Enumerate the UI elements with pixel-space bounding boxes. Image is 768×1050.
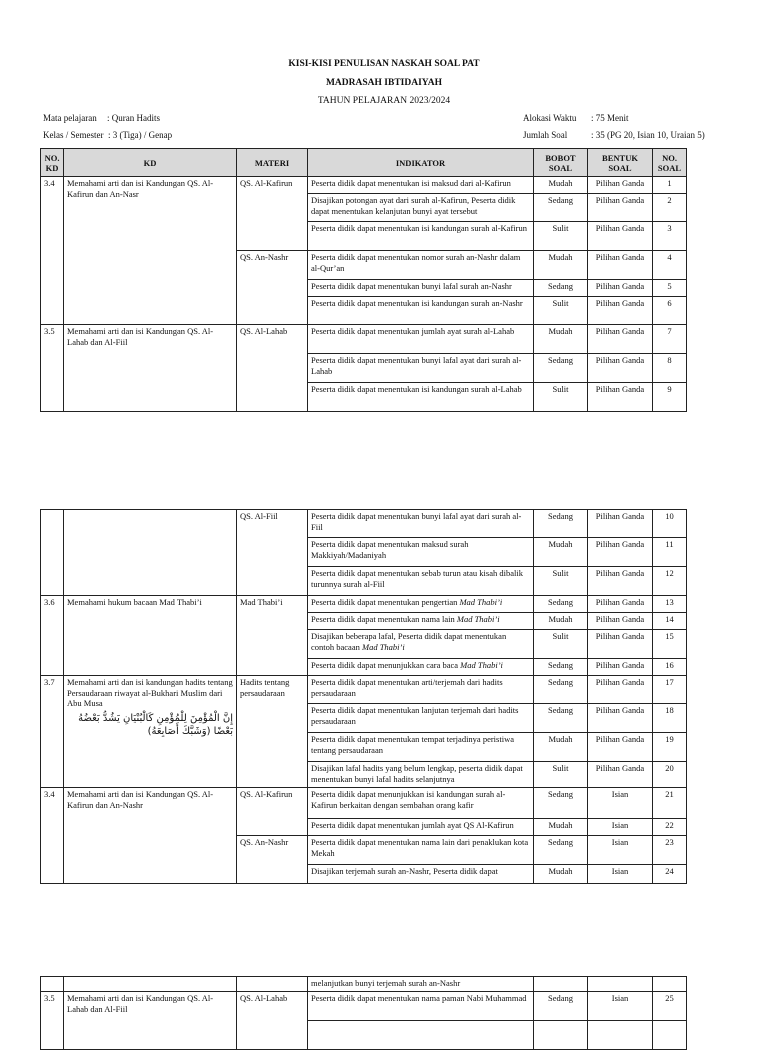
bentuk-cell: Pilihan Ganda: [588, 762, 653, 788]
table-row: [41, 992, 687, 1021]
no-soal-cell: 14: [653, 613, 687, 630]
bentuk-cell: Pilihan Ganda: [588, 613, 653, 630]
bobot-cell: Sulit: [534, 567, 588, 596]
no-soal-cell: 9: [653, 383, 687, 412]
no-soal-cell: 12: [653, 567, 687, 596]
class-value: : 3 (Tiga) / Genap: [108, 130, 173, 140]
no-soal-cell: 11: [653, 538, 687, 567]
bentuk-cell: Pilihan Ganda: [588, 659, 653, 676]
indikator-cell: Disajikan beberapa lafal, Peserta didik dapat menentukan contoh bacaan Mad Thabi’i: [308, 630, 534, 659]
grid-table-page-3: [40, 976, 686, 1050]
bobot-cell: Sedang: [534, 676, 588, 704]
bobot-cell: Mudah: [534, 538, 588, 567]
hadith-arabic-text: إِنَّ الْمُؤْمِنَ لِلْمُؤْمِنِ كَالْبُنْيَانِ يَشُدُّ بَعْضُهُ بَعْضًا (وَشَبَّكَ أَصَابِعَهُ): [78, 712, 233, 737]
school-name: MADRASAH IBTIDAIYAH: [325, 78, 443, 88]
bobot-cell: Sedang: [534, 836, 588, 865]
bentuk-cell: Pilihan Ganda: [588, 194, 653, 222]
indikator-cell: Peserta didik dapat menentukan nama lain Mad Thabi’i: [308, 613, 534, 630]
bobot-cell: Sulit: [534, 383, 588, 412]
col-header-materi: MATERI: [237, 149, 308, 177]
materi-cell: QS. Al-Fiil: [237, 510, 308, 596]
bobot-cell: Sedang: [534, 194, 588, 222]
table-row: [41, 325, 687, 354]
kd-number: 3.4: [41, 788, 64, 884]
indikator-cell: Peserta didik dapat menentukan arti/terjemah dari hadits persaudaraan: [308, 676, 534, 704]
indikator-cell: Disajikan lafal hadits yang belum lengkap, peserta didik dapat menentukan bunyi lafal hadits selanjutnya: [308, 762, 534, 788]
no-soal-cell: 15: [653, 630, 687, 659]
table-row: [41, 977, 687, 992]
no-soal-cell: 13: [653, 596, 687, 613]
table-row: [41, 177, 687, 194]
kd-text: [64, 510, 237, 596]
indikator-cell: Peserta didik dapat menunjukkan isi kandungan surah al-Kafirun berkaitan dengan sembahan orang kafir: [308, 788, 534, 819]
kd-number: 3.4: [41, 177, 64, 325]
indikator-cell: Peserta didik dapat menentukan isi kandungan surah al-Lahab: [308, 383, 534, 412]
indikator-cell: Peserta didik dapat menentukan lanjutan terjemah dari hadits persaudaraan: [308, 704, 534, 733]
no-soal-cell: 21: [653, 788, 687, 819]
no-soal-cell: 19: [653, 733, 687, 762]
materi-cell: QS. Al-Kafirun: [237, 177, 308, 251]
no-soal-cell: 10: [653, 510, 687, 538]
kd-number: 3.5: [41, 325, 64, 412]
table-row: [41, 596, 687, 613]
kd-text: Memahami arti dan isi Kandungan QS. Al-Lahab dan Al-Fiil: [64, 325, 237, 412]
bentuk-cell: Pilihan Ganda: [588, 596, 653, 613]
bentuk-cell: Pilihan Ganda: [588, 354, 653, 383]
time-value: : 75 Menit: [591, 113, 629, 123]
bentuk-cell: Isian: [588, 836, 653, 865]
indikator-cell: Peserta didik dapat menentukan bunyi lafal ayat dari surah al-Lahab: [308, 354, 534, 383]
subject-label: Mata pelajaran: [43, 113, 97, 123]
materi-cell: Hadits tentang persaudaraan: [237, 676, 308, 788]
bentuk-cell: Isian: [588, 819, 653, 836]
kd-text: Memahami arti dan isi kandungan hadits tentang Persaudaraan riwayat al-Bukhari Muslim dari Abu Musa: [67, 677, 233, 708]
kd-number: [41, 977, 64, 992]
no-soal-cell: 22: [653, 819, 687, 836]
indikator-cell: Peserta didik dapat menentukan pengertian Mad Thabi’i: [308, 596, 534, 613]
bentuk-cell: Pilihan Ganda: [588, 704, 653, 733]
indikator-cell: Peserta didik dapat menentukan tempat terjadinya peristiwa tentang persaudaraan: [308, 733, 534, 762]
indikator-cell: Peserta didik dapat menentukan jumlah ayat surah al-Lahab: [308, 325, 534, 354]
bentuk-cell: Pilihan Ganda: [588, 510, 653, 538]
col-header-indikator: INDIKATOR: [308, 149, 534, 177]
kd-text: Memahami arti dan isi Kandungan QS. Al-Kafirun dan An-Nashr: [64, 788, 237, 884]
bobot-cell: Mudah: [534, 865, 588, 884]
bentuk-cell: Pilihan Ganda: [588, 567, 653, 596]
indikator-cell: Peserta didik dapat menentukan nama paman Nabi Muhammad: [308, 992, 534, 1021]
no-soal-cell: 23: [653, 836, 687, 865]
indikator-cell: melanjutkan bunyi terjemah surah an-Nashr: [308, 977, 534, 992]
class-label: Kelas / Semester: [43, 130, 104, 140]
bentuk-cell: [588, 977, 653, 992]
indikator-cell: Peserta didik dapat menentukan sebab turun atau kisah dibalik turunnya surah al-Fiil: [308, 567, 534, 596]
bentuk-cell: Isian: [588, 788, 653, 819]
materi-cell: QS. Al-Kafirun: [237, 788, 308, 836]
bentuk-cell: Pilihan Ganda: [588, 251, 653, 280]
bentuk-cell: Pilihan Ganda: [588, 297, 653, 325]
bobot-cell: Sulit: [534, 297, 588, 325]
no-soal-cell: 3: [653, 222, 687, 251]
materi-cell: QS. Al-Lahab: [237, 992, 308, 1050]
question-count-label: Jumlah Soal: [523, 130, 568, 140]
kd-text: Memahami arti dan isi Kandungan QS. Al-Lahab dan Al-Fiil: [64, 992, 237, 1050]
indikator-cell: Peserta didik dapat menentukan maksud surah Makkiyah/Madaniyah: [308, 538, 534, 567]
bobot-cell: Sulit: [534, 630, 588, 659]
bobot-cell: Sulit: [534, 222, 588, 251]
no-soal-cell: 20: [653, 762, 687, 788]
question-count-value: : 35 (PG 20, Isian 10, Uraian 5): [591, 130, 705, 140]
bobot-cell: Sedang: [534, 992, 588, 1021]
indikator-cell: Peserta didik dapat menunjukkan cara baca Mad Thabi’i: [308, 659, 534, 676]
bentuk-cell: Isian: [588, 865, 653, 884]
academic-year: TAHUN PELAJARAN 2023/2024: [317, 96, 451, 106]
indikator-cell: Peserta didik dapat menentukan nama lain dari penaklukan kota Mekah: [308, 836, 534, 865]
indikator-cell: Disajikan terjemah surah an-Nashr, Peserta didik dapat: [308, 865, 534, 884]
indikator-cell: Peserta didik dapat menentukan isi maksud dari al-Kafirun: [308, 177, 534, 194]
no-soal-cell: 16: [653, 659, 687, 676]
no-soal-cell: 18: [653, 704, 687, 733]
grid-table-page-1: [40, 148, 686, 412]
indikator-cell: Peserta didik dapat menentukan nomor surah an-Nashr dalam al-Qur’an: [308, 251, 534, 280]
table-row: [41, 676, 687, 704]
bobot-cell: Sulit: [534, 762, 588, 788]
kd-text: Memahami hukum bacaan Mad Thabi’i: [64, 596, 237, 676]
bobot-cell: Sedang: [534, 510, 588, 538]
bentuk-cell: Pilihan Ganda: [588, 383, 653, 412]
no-soal-cell: 1: [653, 177, 687, 194]
bentuk-cell: Isian: [588, 992, 653, 1021]
bentuk-cell: Pilihan Ganda: [588, 177, 653, 194]
subject-value: : Quran Hadits: [107, 113, 160, 123]
time-label: Alokasi Waktu: [523, 113, 577, 123]
bentuk-cell: Pilihan Ganda: [588, 676, 653, 704]
table-row: [41, 510, 687, 538]
bentuk-cell: Pilihan Ganda: [588, 733, 653, 762]
no-soal-cell: 7: [653, 325, 687, 354]
col-header-bobot: BOBOT SOAL: [534, 149, 588, 177]
no-soal-cell: 5: [653, 280, 687, 297]
bentuk-cell: Pilihan Ganda: [588, 630, 653, 659]
bentuk-cell: Pilihan Ganda: [588, 222, 653, 251]
bobot-cell: Mudah: [534, 613, 588, 630]
bobot-cell: Mudah: [534, 733, 588, 762]
grid-table-page-2: [40, 509, 686, 884]
col-header-kd: KD: [64, 149, 237, 177]
bobot-cell: Sedang: [534, 354, 588, 383]
bentuk-cell: Pilihan Ganda: [588, 280, 653, 297]
doc-title: KISI-KISI PENULISAN NASKAH SOAL PAT: [288, 59, 480, 69]
no-soal-cell: 25: [653, 992, 687, 1021]
kd-number: 3.7: [41, 676, 64, 788]
bobot-cell: [534, 1021, 588, 1050]
materi-cell: [237, 977, 308, 992]
indikator-cell: Peserta didik dapat menentukan bunyi lafal ayat dari surah al-Fiil: [308, 510, 534, 538]
bobot-cell: Sedang: [534, 704, 588, 733]
bobot-cell: Mudah: [534, 251, 588, 280]
no-soal-cell: 2: [653, 194, 687, 222]
kd-text-with-hadith: [64, 676, 237, 788]
bobot-cell: Sedang: [534, 596, 588, 613]
bobot-cell: Sedang: [534, 280, 588, 297]
bobot-cell: Sedang: [534, 659, 588, 676]
bentuk-cell: [588, 1021, 653, 1050]
kd-text: [64, 977, 237, 992]
indikator-cell: Peserta didik dapat menentukan isi kandungan surah an-Nashr: [308, 297, 534, 325]
no-soal-cell: 24: [653, 865, 687, 884]
col-header-no-soal: NO. SOAL: [653, 149, 687, 177]
indikator-cell: Peserta didik dapat menentukan jumlah ayat QS Al-Kafirun: [308, 819, 534, 836]
kd-number: [41, 510, 64, 596]
materi-cell: QS. An-Nashr: [237, 836, 308, 884]
materi-cell: QS. Al-Lahab: [237, 325, 308, 412]
indikator-cell: [308, 1021, 534, 1050]
indikator-cell: Peserta didik dapat menentukan isi kandungan surah al-Kafirun: [308, 222, 534, 251]
bentuk-cell: Pilihan Ganda: [588, 538, 653, 567]
col-header-no-kd: NO. KD: [41, 149, 64, 177]
bobot-cell: Sedang: [534, 788, 588, 819]
indikator-cell: Disajikan potongan ayat dari surah al-Kafirun, Peserta didik dapat menentukan kelanjutan bunyi ayat tersebut: [308, 194, 534, 222]
materi-cell: Mad Thabi’i: [237, 596, 308, 676]
bobot-cell: Mudah: [534, 819, 588, 836]
table-row: [41, 788, 687, 819]
kd-number: 3.5: [41, 992, 64, 1050]
col-header-bentuk: BENTUK SOAL: [588, 149, 653, 177]
bobot-cell: Mudah: [534, 177, 588, 194]
no-soal-cell: 17: [653, 676, 687, 704]
bobot-cell: Mudah: [534, 325, 588, 354]
bentuk-cell: Pilihan Ganda: [588, 325, 653, 354]
bobot-cell: [534, 977, 588, 992]
no-soal-cell: [653, 1021, 687, 1050]
kd-text: Memahami arti dan isi Kandungan QS. Al-Kafirun dan An-Nasr: [64, 177, 237, 325]
materi-cell: QS. An-Nashr: [237, 251, 308, 325]
no-soal-cell: [653, 977, 687, 992]
no-soal-cell: 4: [653, 251, 687, 280]
no-soal-cell: 6: [653, 297, 687, 325]
no-soal-cell: 8: [653, 354, 687, 383]
kd-number: 3.6: [41, 596, 64, 676]
indikator-cell: Peserta didik dapat menentukan bunyi lafal surah an-Nashr: [308, 280, 534, 297]
